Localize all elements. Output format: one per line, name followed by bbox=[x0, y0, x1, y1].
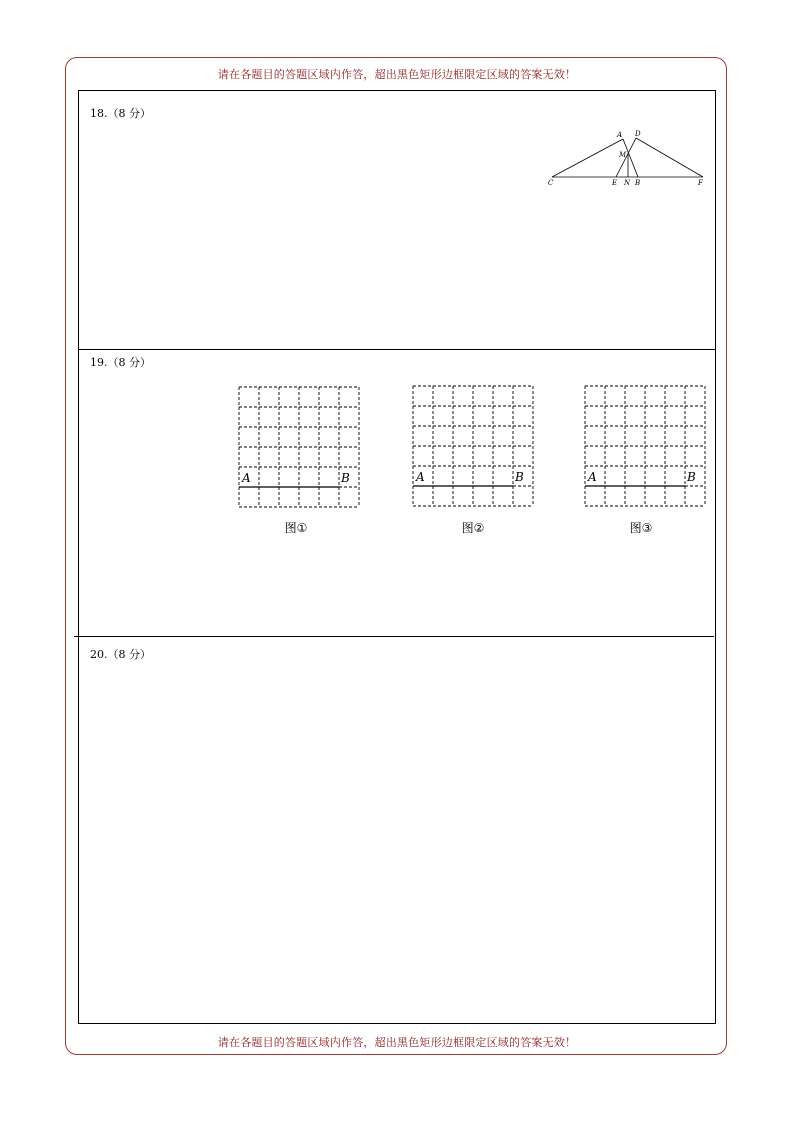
q19-caption-1: 图① bbox=[284, 521, 308, 535]
divider-q18-q19 bbox=[78, 349, 716, 350]
point-label-C: C bbox=[548, 179, 554, 187]
point-label-E: E bbox=[612, 179, 618, 187]
top-warning-text: 请在各题目的答题区域内作答，超出黑色矩形边框限定区域的答案无效！ bbox=[217, 68, 577, 81]
grid-label-A: A bbox=[416, 470, 425, 484]
question-19-label: 19.（8 分） bbox=[90, 356, 151, 369]
q18-geometry-figure bbox=[540, 126, 715, 190]
q19-grid-figure-1 bbox=[238, 386, 360, 508]
q19-caption-3: 图③ bbox=[629, 521, 653, 535]
line-DF bbox=[636, 138, 703, 177]
divider-q19-q20 bbox=[74, 636, 714, 637]
answer-area-box bbox=[78, 90, 716, 1024]
grid-label-B: B bbox=[687, 470, 696, 484]
point-label-D: D bbox=[635, 130, 641, 138]
line-CA bbox=[552, 139, 623, 177]
q19-grid-figure-2 bbox=[412, 385, 534, 507]
q19-grid-figure-3 bbox=[584, 385, 706, 507]
point-label-N: N bbox=[624, 179, 631, 187]
question-20-label: 20.（8 分） bbox=[90, 648, 151, 661]
grid-label-B: B bbox=[341, 471, 350, 485]
q19-caption-2: 图② bbox=[461, 521, 485, 535]
point-label-F: F bbox=[698, 179, 703, 187]
grid-label-A: A bbox=[588, 470, 597, 484]
bottom-warning-text: 请在各题目的答题区域内作答，超出黑色矩形边框限定区域的答案无效！ bbox=[217, 1036, 577, 1049]
grid-label-B: B bbox=[515, 470, 524, 484]
grid-label-A: A bbox=[242, 471, 251, 485]
point-label-M: M bbox=[619, 151, 627, 159]
point-label-B: B bbox=[635, 179, 641, 187]
question-18-label: 18.（8 分） bbox=[90, 107, 151, 120]
point-label-A: A bbox=[617, 131, 623, 139]
